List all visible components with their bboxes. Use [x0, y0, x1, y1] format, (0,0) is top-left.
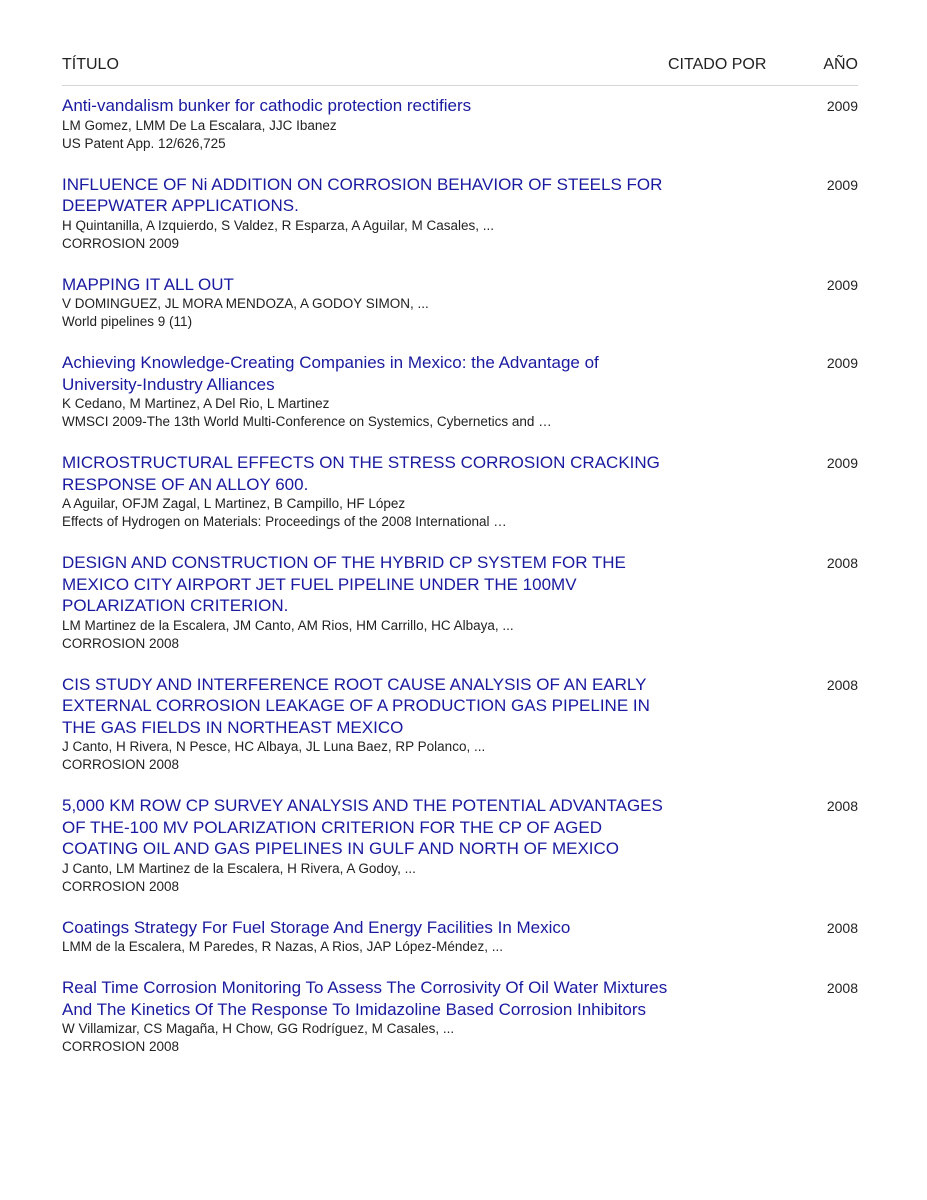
- publication-entry: [62, 917, 858, 957]
- publication-authors: LM Martinez de la Escalera, JM Canto, AM Rios, HM Carrillo, HC Albaya, ...: [62, 617, 514, 633]
- publication-year: 2009: [826, 276, 858, 293]
- publication-venue: Effects of Hydrogen on Materials: Proceedings of the 2008 International …: [62, 514, 507, 529]
- publication-year: 2008: [826, 555, 858, 571]
- publication-title-link[interactable]: Anti-vandalism bunker for cathodic protection rectifiers: [62, 96, 472, 115]
- publication-entry: [62, 552, 858, 653]
- publication-venue: CORROSION 2008: [62, 635, 180, 651]
- publication-title-link[interactable]: CIS STUDY AND INTERFERENCE ROOT CAUSE ANALYSIS OF AN EARLY EXTERNAL CORROSION LEAKAGE OF A PRODUCTION GAS PIPELINE IN THE GAS FIELDS IN NORTHEAST MEXICO: [62, 674, 650, 737]
- publication-year: 2009: [826, 176, 858, 193]
- publication-title-link[interactable]: Coatings Strategy For Fuel Storage And Energy Facilities In Mexico: [62, 917, 571, 937]
- publication-title-link[interactable]: Real Time Corrosion Monitoring To Assess The Corrosivity Of Oil Water Mixtures And The Kinetics Of The Response To Imidazoline Based Corrosion Inhibitors: [62, 978, 668, 1019]
- publication-authors: J Canto, H Rivera, N Pesce, HC Albaya, JL Luna Baez, RP Polanco, ...: [62, 739, 486, 754]
- publication-entry: [62, 95, 858, 153]
- publication-year: 2008: [826, 919, 858, 936]
- publication-authors: LM Gomez, LMM De La Escalara, JJC Ibanez: [62, 117, 337, 133]
- publication-venue: WMSCI 2009-The 13th World Multi-Conference on Systemics, Cybernetics and …: [62, 414, 552, 429]
- publication-year: 2008: [826, 798, 858, 814]
- publication-year: 2009: [826, 98, 858, 114]
- publication-year: 2009: [826, 455, 858, 471]
- publication-entry: [62, 352, 858, 431]
- publication-entry: [62, 674, 858, 775]
- publication-title-link[interactable]: Achieving Knowledge-Creating Companies in Mexico: the Advantage of University-Industry Alliances: [62, 353, 599, 394]
- table-header: [62, 0, 858, 86]
- publication-authors: H Quintanilla, A Izquierdo, S Valdez, R Esparza, A Aguilar, M Casales, ...: [62, 217, 494, 233]
- publication-year: 2008: [826, 980, 858, 996]
- publication-list: [62, 95, 858, 1056]
- publication-venue: CORROSION 2008: [62, 1039, 180, 1054]
- publication-entry: [62, 452, 858, 531]
- year-column-header[interactable]: AÑO: [823, 56, 858, 73]
- publication-venue: World pipelines 9 (11): [62, 314, 193, 329]
- title-column-header[interactable]: TÍTULO: [62, 56, 119, 73]
- cited-by-column-header[interactable]: CITADO POR: [668, 56, 767, 73]
- publication-venue: CORROSION 2009: [62, 235, 180, 251]
- publication-venue: CORROSION 2008: [62, 757, 180, 772]
- publication-authors: J Canto, LM Martinez de la Escalera, H Rivera, A Godoy, ...: [62, 860, 416, 876]
- publication-authors: V DOMINGUEZ, JL MORA MENDOZA, A GODOY SIMON, ...: [62, 296, 429, 311]
- publications-page: [62, 0, 858, 1056]
- publication-title-link[interactable]: INFLUENCE OF Ni ADDITION ON CORROSION BEHAVIOR OF STEELS FOR DEEPWATER APPLICATIONS.: [62, 174, 663, 215]
- publication-venue: US Patent App. 12/626,725: [62, 135, 226, 151]
- publication-year: 2008: [826, 676, 858, 693]
- publication-venue: CORROSION 2008: [62, 878, 180, 894]
- publication-title-link[interactable]: MICROSTRUCTURAL EFFECTS ON THE STRESS CORROSION CRACKING RESPONSE OF AN ALLOY 600.: [62, 453, 660, 494]
- publication-year: 2009: [826, 355, 858, 371]
- publication-entry: [62, 174, 858, 253]
- publication-authors: K Cedano, M Martinez, A Del Rio, L Martinez: [62, 396, 330, 411]
- publication-authors: LMM de la Escalera, M Paredes, R Nazas, A Rios, JAP López-Méndez, ...: [62, 939, 503, 954]
- publication-title-link[interactable]: 5,000 KM ROW CP SURVEY ANALYSIS AND THE POTENTIAL ADVANTAGES OF THE-100 MV POLARIZATION CRITERION FOR THE CP OF AGED COATING OIL AND GAS PIPELINES IN GULF AND NORTH OF MEXICO: [62, 796, 663, 858]
- publication-title-link[interactable]: MAPPING IT ALL OUT: [62, 274, 234, 294]
- publication-authors: A Aguilar, OFJM Zagal, L Martinez, B Campillo, HF López: [62, 496, 406, 511]
- publication-entry: [62, 977, 858, 1056]
- publication-entry: [62, 274, 858, 332]
- publication-authors: W Villamizar, CS Magaña, H Chow, GG Rodríguez, M Casales, ...: [62, 1021, 455, 1036]
- publication-title-link[interactable]: DESIGN AND CONSTRUCTION OF THE HYBRID CP SYSTEM FOR THE MEXICO CITY AIRPORT JET FUEL PIPELINE UNDER THE 100MV POLARIZATION CRITERION.: [62, 553, 626, 615]
- publication-entry: [62, 795, 858, 896]
